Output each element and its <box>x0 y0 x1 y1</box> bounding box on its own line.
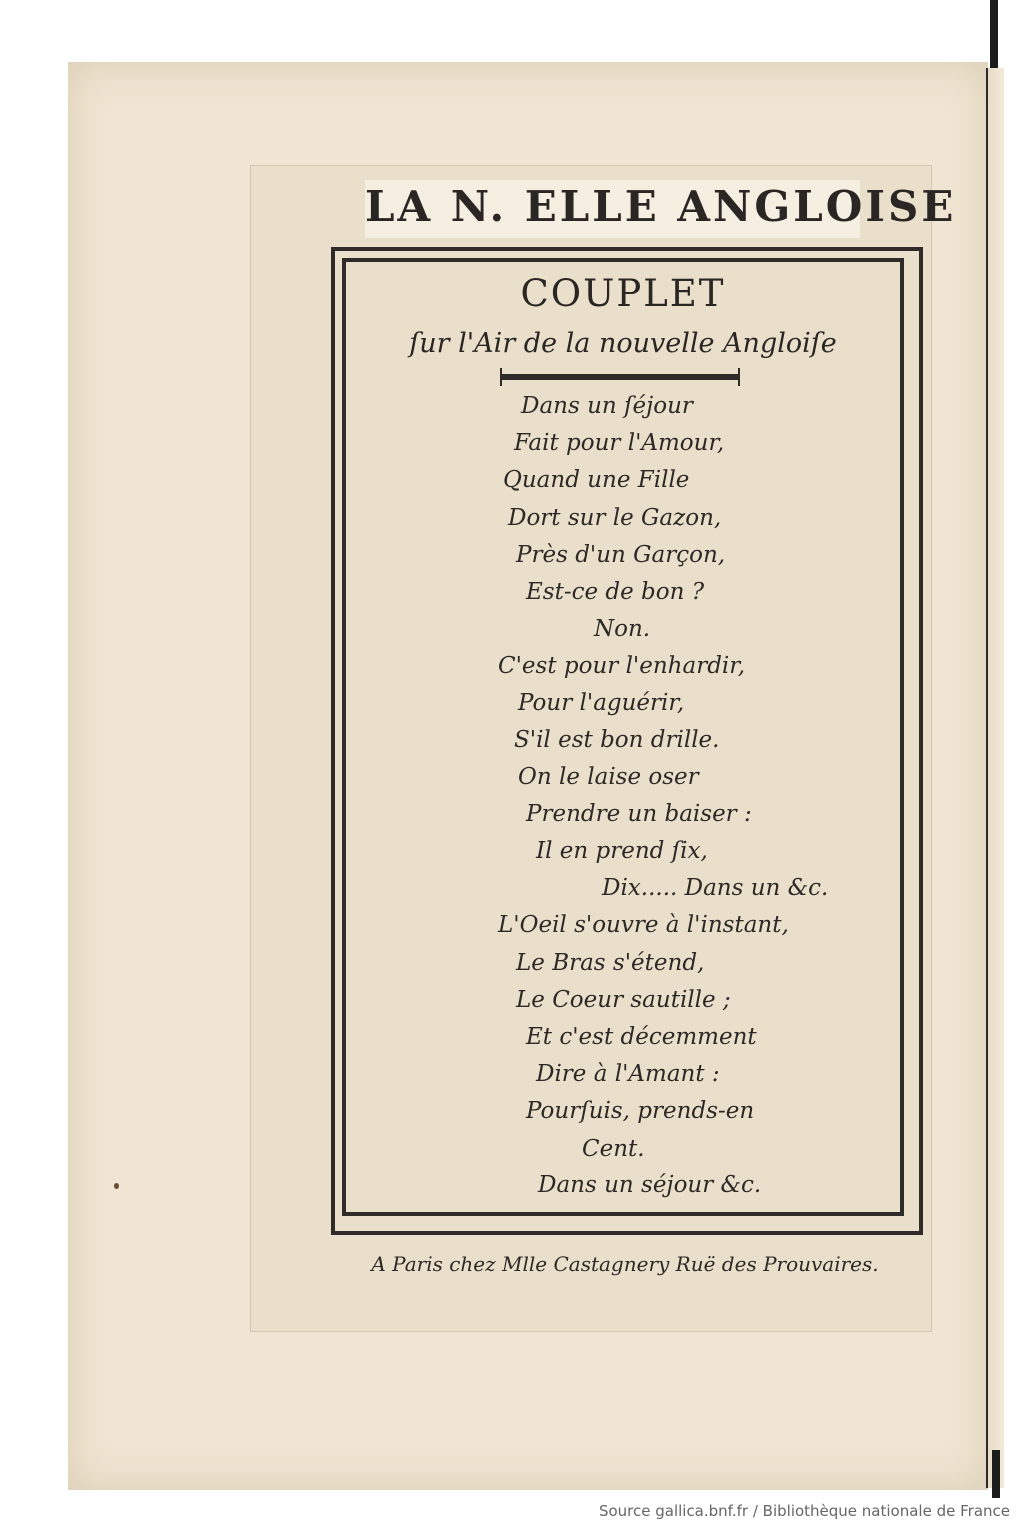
verse-text: Non. <box>594 616 651 642</box>
verse-text: Cent. <box>582 1136 645 1162</box>
verse-line <box>346 430 900 466</box>
verse-line <box>346 393 900 429</box>
verse-line <box>346 542 900 578</box>
verse-line <box>346 764 900 800</box>
binding-edge-top <box>990 0 998 70</box>
couplet-subtitle: ſur l'Air de la nouvelle Angloiſe <box>409 328 837 359</box>
verse-text: C'est pour l'enhardir, <box>498 653 746 679</box>
verse-line <box>346 616 900 652</box>
verse-line <box>346 987 900 1023</box>
verse-line <box>346 950 900 986</box>
verse-text: Le Bras s'étend, <box>516 950 705 976</box>
verse-text: Pour l'aguérir, <box>518 690 685 716</box>
verse-text: On le laise oser <box>518 764 699 790</box>
verse-line <box>346 1098 900 1134</box>
verse-text: Fait pour l'Amour, <box>514 430 725 456</box>
verse-text: Près d'un Garçon, <box>516 542 726 568</box>
verse-text: Dire à l'Amant : <box>536 1061 720 1087</box>
verse-text: Quand une Fille <box>503 467 690 493</box>
verse-text: S'il est bon drille. <box>514 727 720 753</box>
paper-stain <box>114 1183 119 1189</box>
verse-text: Le Coeur sautille ; <box>516 987 731 1013</box>
verse-line <box>346 653 900 689</box>
couplet-title: COUPLET <box>520 272 726 315</box>
facing-page-edge <box>986 68 1004 1488</box>
verse-line <box>346 875 900 911</box>
verse-line <box>346 467 900 503</box>
verse-line <box>346 505 900 541</box>
verse-line <box>346 727 900 763</box>
source-credit: Source gallica.bnf.fr / Bibliothèque nationale de France <box>598 1502 1010 1520</box>
verse-text: Prendre un baiser : <box>526 801 752 827</box>
verse-line <box>346 579 900 615</box>
verse-line <box>346 1024 900 1060</box>
verse-line <box>346 912 900 948</box>
verse-text: Il en prend ſix, <box>536 838 708 864</box>
heading-title: LA N. ELLE ANGLOISE <box>365 182 957 231</box>
verse-text: Dix..... Dans un &c. <box>602 875 829 901</box>
verse-text: Est-ce de bon ? <box>526 579 705 605</box>
verse-text: L'Oeil s'ouvre à l'instant, <box>498 912 789 938</box>
verse-text: Pourſuis, prends-en <box>526 1098 755 1124</box>
verse-text: Dort sur le Gazon, <box>508 505 722 531</box>
verse-text: Dans un ſéjour <box>521 393 693 419</box>
verse-line <box>346 801 900 837</box>
verse-text: Dans un séjour &c. <box>538 1172 762 1198</box>
decorative-rule <box>500 374 740 380</box>
verse-line <box>346 838 900 874</box>
verse-line <box>346 690 900 726</box>
verse-line <box>346 1061 900 1097</box>
binding-edge-bottom <box>992 1450 1000 1498</box>
verse-line <box>346 1172 900 1208</box>
verse-line <box>346 1136 900 1172</box>
verse-text: Et c'est décemment <box>526 1024 757 1050</box>
publisher-imprint: A Paris chez Mlle Castagnery Ruë des Prouvaires. <box>371 1252 879 1276</box>
